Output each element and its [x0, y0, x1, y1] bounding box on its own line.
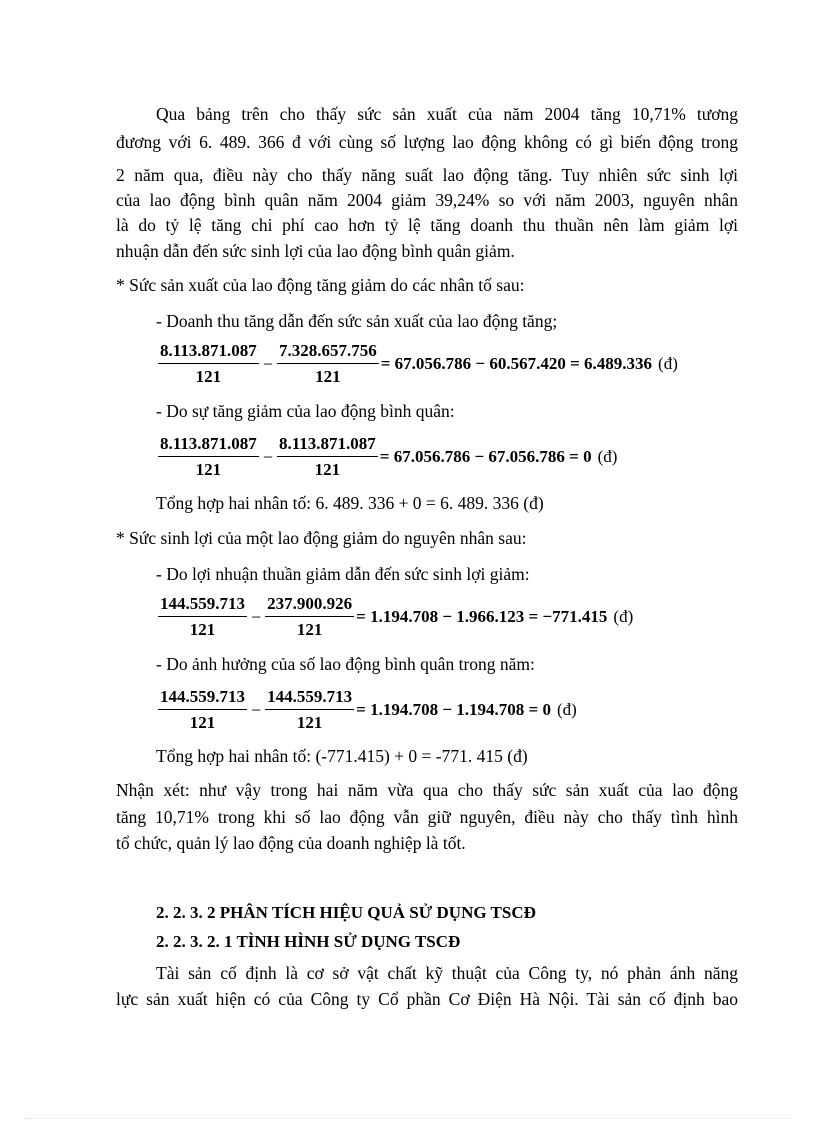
section-title: * Sức sản xuất của lao động tăng giảm do các nhân tố sau: [116, 275, 525, 295]
unit-label: (đ) [597, 447, 618, 466]
fraction [158, 434, 259, 480]
numerator: 8.113.871.087 [158, 434, 259, 457]
formula [158, 594, 633, 640]
minus-sign: − [262, 353, 273, 374]
unit-label: (đ) [658, 354, 678, 373]
paragraph-line: 2 năm qua, điều này cho thấy năng suất lao động tăng. Tuy nhiên sức sinh lợi [116, 165, 738, 185]
numerator: 8.113.871.087 [158, 341, 259, 364]
formula [158, 687, 577, 733]
section-title: * Sức sinh lợi của một lao động giảm do nguyên nhân sau: [116, 528, 527, 548]
formula-result: = 67.056.786 − 60.567.420 = 6.489.336 [380, 354, 653, 373]
numerator: 144.559.713 [158, 687, 247, 710]
formula [158, 341, 678, 387]
page-bottom-rule [24, 1118, 792, 1119]
numerator: 144.559.713 [158, 594, 247, 617]
minus-sign: − [262, 446, 273, 467]
fraction [277, 434, 378, 480]
denominator: 121 [315, 367, 341, 386]
unit-label: (đ) [613, 607, 634, 626]
paragraph-line: Nhận xét: như vậy trong hai năm vừa qua cho thấy sức sản xuất của lao động [116, 780, 738, 800]
section-heading: 2. 2. 3. 2 PHÂN TÍCH HIỆU QUẢ SỬ DỤNG TSCĐ [156, 903, 536, 922]
minus-sign: − [251, 699, 262, 720]
denominator: 121 [314, 460, 341, 479]
paragraph-line: tổ chức, quản lý lao động của doanh nghiệp là tốt. [116, 833, 466, 853]
denominator: 121 [296, 620, 323, 639]
paragraph-line: Tài sản cố định là cơ sở vật chất kỹ thuật của Công ty, nó phản ánh năng [156, 963, 738, 983]
denominator: 121 [189, 713, 216, 732]
formula-result: = 1.194.708 − 1.194.708 = 0 [356, 700, 551, 719]
paragraph-line: nhuận dẫn đến sức sinh lợi của lao động bình quân giảm. [116, 241, 515, 261]
numerator: 144.559.713 [265, 687, 354, 710]
denominator: 121 [195, 367, 222, 386]
fraction [158, 594, 247, 640]
paragraph-line: đương với 6. 489. 366 đ với cùng số lượng lao động không có gì biến động trong [116, 132, 738, 152]
paragraph-line: là do tỷ lệ tăng chi phí cao hơn tỷ lệ tăng doanh thu thuần nên làm giảm lợi [116, 215, 738, 235]
unit-label: (đ) [556, 700, 577, 719]
summary-line: Tổng hợp hai nhân tố: (-771.415) + 0 = -771. 415 (đ) [156, 746, 528, 766]
denominator: 121 [189, 620, 216, 639]
subsection-heading: 2. 2. 3. 2. 1 TÌNH HÌNH SỬ DỤNG TSCĐ [156, 932, 461, 951]
numerator: 7.328.657.756 [277, 341, 379, 364]
paragraph-line: của lao động bình quân năm 2004 giảm 39,24% so với năm 2003, nguyên nhân [116, 190, 738, 210]
denominator: 121 [195, 460, 222, 479]
formula [158, 434, 617, 480]
fraction [158, 341, 259, 387]
paragraph-line: tăng 10,71% trong khi số lao động vẫn giữ nguyên, điều này cho thấy tình hình [116, 807, 738, 827]
paragraph-line: Qua bảng trên cho thấy sức sản xuất của năm 2004 tăng 10,71% tương [156, 104, 738, 124]
list-item: - Doanh thu tăng dẫn đến sức sản xuất của lao động tăng; [156, 311, 558, 331]
formula-result: = 1.194.708 − 1.966.123 = −771.415 [356, 607, 608, 626]
denominator: 121 [296, 713, 323, 732]
paragraph-line: lực sản xuất hiện có của Công ty Cổ phần Cơ Điện Hà Nội. Tài sản cố định bao [116, 989, 738, 1009]
summary-line: Tổng hợp hai nhân tố: 6. 489. 336 + 0 = 6. 489. 336 (đ) [156, 493, 544, 513]
minus-sign: − [251, 606, 262, 627]
formula-result: = 67.056.786 − 67.056.786 = 0 [379, 447, 592, 466]
fraction [265, 687, 354, 733]
fraction [158, 687, 247, 733]
fraction [277, 341, 379, 387]
list-item: - Do ảnh hưởng của số lao động bình quân trong năm: [156, 654, 535, 674]
list-item: - Do lợi nhuận thuần giảm dẫn đến sức sinh lợi giảm: [156, 564, 530, 584]
numerator: 8.113.871.087 [277, 434, 378, 457]
fraction [265, 594, 354, 640]
list-item: - Do sự tăng giảm của lao động bình quân: [156, 401, 455, 421]
numerator: 237.900.926 [265, 594, 354, 617]
